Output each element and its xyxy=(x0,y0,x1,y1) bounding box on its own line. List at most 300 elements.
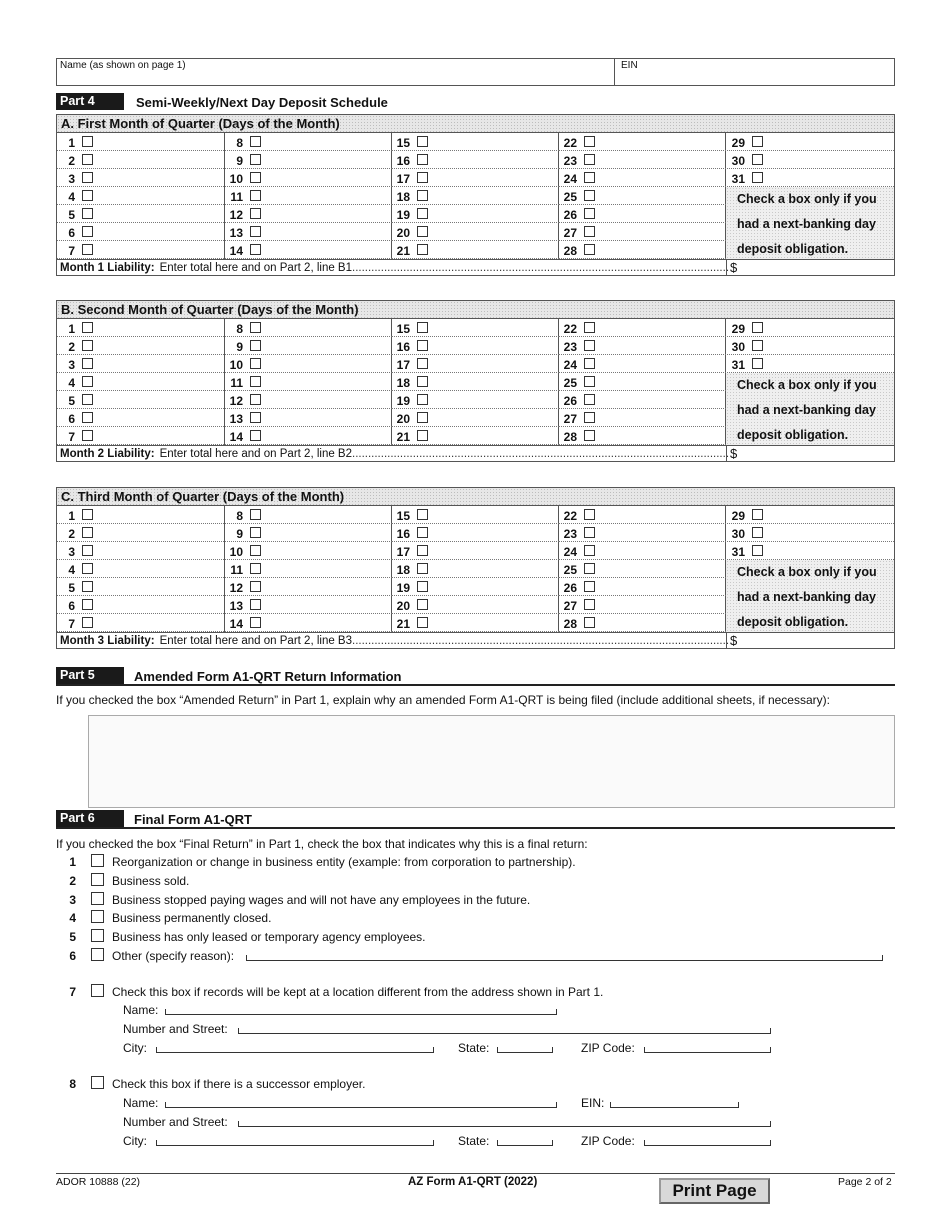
day-number: 13 xyxy=(229,226,243,240)
day-number: 7 xyxy=(68,244,75,258)
day-cell xyxy=(57,337,224,355)
leader-dots: ...................................................................................................................... xyxy=(352,635,730,647)
day-number: 20 xyxy=(396,599,410,613)
day-number: 27 xyxy=(563,226,577,240)
day-number: 24 xyxy=(563,172,577,186)
day-cell xyxy=(57,524,224,542)
day-checkbox[interactable] xyxy=(250,599,261,610)
day-number: 19 xyxy=(396,581,410,595)
day-cell xyxy=(559,241,726,259)
day-cell xyxy=(392,614,559,632)
day-number: 8 xyxy=(236,136,243,150)
day-number: 21 xyxy=(396,617,410,631)
day-cell xyxy=(225,223,392,241)
day-cell xyxy=(727,506,894,524)
day-number: 24 xyxy=(563,358,577,372)
part6-title: Final Form A1-QRT xyxy=(134,812,252,827)
day-checkbox[interactable] xyxy=(250,244,261,255)
final-reason-checkbox-6[interactable] xyxy=(91,948,104,961)
day-number: 1 xyxy=(68,322,75,336)
day-checkbox[interactable] xyxy=(417,509,428,520)
successor-city-input[interactable] xyxy=(156,1140,434,1146)
day-checkbox[interactable] xyxy=(417,412,428,423)
day-checkbox[interactable] xyxy=(82,322,93,333)
day-checkbox[interactable] xyxy=(417,244,428,255)
day-number: 7 xyxy=(68,430,75,444)
day-checkbox[interactable] xyxy=(250,208,261,219)
day-cell xyxy=(57,205,224,223)
next-banking-day-note xyxy=(726,373,894,445)
day-checkbox[interactable] xyxy=(417,376,428,387)
successor-street-label: Number and Street: xyxy=(123,1115,228,1129)
day-number: 10 xyxy=(229,545,243,559)
day-checkbox[interactable] xyxy=(752,136,763,147)
day-cell xyxy=(225,524,392,542)
day-number: 19 xyxy=(396,208,410,222)
day-number: 29 xyxy=(731,322,745,336)
day-number: 31 xyxy=(731,172,745,186)
day-number: 4 xyxy=(68,376,75,390)
day-number: 14 xyxy=(229,244,243,258)
day-cell xyxy=(392,355,559,373)
note-line: had a next-banking day xyxy=(737,590,876,604)
item-text: Other (specify reason): xyxy=(112,949,235,963)
day-checkbox[interactable] xyxy=(584,322,595,333)
day-checkbox[interactable] xyxy=(250,412,261,423)
day-checkbox[interactable] xyxy=(584,244,595,255)
item-number: 6 xyxy=(69,949,76,963)
header-fields xyxy=(56,58,895,86)
day-cell xyxy=(225,241,392,259)
day-checkbox[interactable] xyxy=(250,376,261,387)
day-cell xyxy=(559,169,726,187)
day-cell xyxy=(225,614,392,632)
day-number: 2 xyxy=(68,527,75,541)
day-cell xyxy=(392,337,559,355)
part6-instruction: If you checked the box “Final Return” in Part 1, check the box that indicates why this is a final return: xyxy=(56,837,588,851)
day-number: 8 xyxy=(236,322,243,336)
day-number: 12 xyxy=(229,394,243,408)
item-text: Reorganization or change in business entity (example: from corporation to partnership). xyxy=(112,855,576,869)
records-state-label: State: xyxy=(458,1041,490,1055)
part4-label: Part 4 xyxy=(56,93,124,110)
records-city-input[interactable] xyxy=(156,1047,434,1053)
note-line: Check a box only if you xyxy=(737,378,877,392)
day-cell xyxy=(559,391,726,409)
successor-street-input[interactable] xyxy=(238,1121,771,1127)
day-cell xyxy=(559,560,726,578)
day-number: 3 xyxy=(68,358,75,372)
day-checkbox[interactable] xyxy=(82,358,93,369)
day-checkbox[interactable] xyxy=(250,545,261,556)
part4-title: Semi-Weekly/Next Day Deposit Schedule xyxy=(136,95,388,110)
month-section-a xyxy=(56,114,895,276)
day-number: 29 xyxy=(731,136,745,150)
day-cell xyxy=(57,578,224,596)
day-checkbox[interactable] xyxy=(82,617,93,628)
day-checkbox[interactable] xyxy=(417,172,428,183)
day-number: 27 xyxy=(563,412,577,426)
month-section-c xyxy=(56,487,895,649)
day-number: 30 xyxy=(731,527,745,541)
day-cell xyxy=(559,614,726,632)
day-number: 23 xyxy=(563,527,577,541)
day-cell xyxy=(57,319,224,337)
day-number: 18 xyxy=(396,376,410,390)
day-cell xyxy=(225,355,392,373)
day-cell xyxy=(392,578,559,596)
day-checkbox[interactable] xyxy=(417,190,428,201)
day-checkbox[interactable] xyxy=(250,563,261,574)
day-cell xyxy=(559,427,726,445)
day-cell xyxy=(57,560,224,578)
day-number: 27 xyxy=(563,599,577,613)
day-number: 11 xyxy=(230,563,243,577)
day-checkbox[interactable] xyxy=(752,154,763,165)
final-reason-checkbox-3[interactable] xyxy=(91,892,104,905)
month-a-grid xyxy=(56,132,895,276)
day-checkbox[interactable] xyxy=(417,617,428,628)
day-cell xyxy=(392,524,559,542)
records-street-label: Number and Street: xyxy=(123,1022,228,1036)
day-checkbox[interactable] xyxy=(417,545,428,556)
day-checkbox[interactable] xyxy=(752,340,763,351)
day-number: 15 xyxy=(396,509,410,523)
day-number: 17 xyxy=(396,358,410,372)
day-cell xyxy=(225,560,392,578)
day-checkbox[interactable] xyxy=(82,226,93,237)
day-number: 19 xyxy=(396,394,410,408)
day-number: 23 xyxy=(563,340,577,354)
day-cell xyxy=(559,205,726,223)
day-checkbox[interactable] xyxy=(417,581,428,592)
day-number: 12 xyxy=(229,581,243,595)
month-liability-amount-input[interactable] xyxy=(726,633,894,649)
day-cell xyxy=(57,133,224,151)
day-checkbox[interactable] xyxy=(584,340,595,351)
day-cell xyxy=(392,151,559,169)
successor-city-label: City: xyxy=(123,1134,147,1148)
day-number: 23 xyxy=(563,154,577,168)
day-cell xyxy=(225,169,392,187)
day-number: 28 xyxy=(563,430,577,444)
footer-rule xyxy=(56,1173,895,1174)
note-line: had a next-banking day xyxy=(737,217,876,231)
note-line: had a next-banking day xyxy=(737,403,876,417)
form-code: ADOR 10888 (22) xyxy=(56,1176,141,1188)
day-checkbox[interactable] xyxy=(584,226,595,237)
day-checkbox[interactable] xyxy=(417,208,428,219)
day-number: 11 xyxy=(230,376,243,390)
day-cell xyxy=(57,542,224,560)
day-checkbox[interactable] xyxy=(250,527,261,538)
day-cell xyxy=(559,337,726,355)
successor-employer-checkbox[interactable] xyxy=(91,1076,104,1089)
month-liability-amount-input[interactable] xyxy=(726,446,894,462)
successor-zip-input[interactable] xyxy=(644,1140,771,1146)
day-checkbox[interactable] xyxy=(82,208,93,219)
day-checkbox[interactable] xyxy=(250,340,261,351)
day-checkbox[interactable] xyxy=(584,509,595,520)
month-liability-row xyxy=(57,259,894,276)
print-page-button[interactable]: Print Page xyxy=(659,1178,770,1204)
day-cell xyxy=(57,596,224,614)
day-number: 4 xyxy=(68,190,75,204)
day-number: 24 xyxy=(563,545,577,559)
day-checkbox[interactable] xyxy=(417,430,428,441)
day-number: 22 xyxy=(563,322,577,336)
day-checkbox[interactable] xyxy=(250,430,261,441)
day-checkbox[interactable] xyxy=(584,394,595,405)
day-cell xyxy=(225,205,392,223)
day-checkbox[interactable] xyxy=(250,322,261,333)
day-checkbox[interactable] xyxy=(584,172,595,183)
dollar-sign: $ xyxy=(730,260,738,275)
day-number: 31 xyxy=(731,358,745,372)
day-number: 18 xyxy=(396,563,410,577)
part5-rule xyxy=(56,684,895,686)
day-cell xyxy=(559,187,726,205)
dollar-sign: $ xyxy=(730,633,738,648)
day-checkbox[interactable] xyxy=(250,581,261,592)
day-cell xyxy=(57,241,224,259)
day-cell xyxy=(392,133,559,151)
records-zip-input[interactable] xyxy=(644,1047,771,1053)
day-checkbox[interactable] xyxy=(82,430,93,441)
successor-ein-label: EIN: xyxy=(581,1096,605,1110)
day-number: 15 xyxy=(396,136,410,150)
day-checkbox[interactable] xyxy=(82,172,93,183)
day-cell xyxy=(225,409,392,427)
part5-instruction: If you checked the box “Amended Return” in Part 1, explain why an amended Form A1-QRT is being filed (include additional sheets, if necessary): xyxy=(56,693,830,707)
day-checkbox[interactable] xyxy=(417,599,428,610)
day-number: 30 xyxy=(731,340,745,354)
day-number: 14 xyxy=(229,617,243,631)
day-cell xyxy=(57,151,224,169)
day-cell xyxy=(225,596,392,614)
day-checkbox[interactable] xyxy=(82,581,93,592)
day-checkbox[interactable] xyxy=(250,394,261,405)
day-number: 17 xyxy=(396,545,410,559)
day-cell xyxy=(57,409,224,427)
day-cell xyxy=(392,409,559,427)
day-cell xyxy=(559,578,726,596)
day-number: 28 xyxy=(563,617,577,631)
day-number: 26 xyxy=(563,208,577,222)
dollar-sign: $ xyxy=(730,446,738,461)
day-checkbox[interactable] xyxy=(584,208,595,219)
day-number: 16 xyxy=(396,527,410,541)
day-number: 3 xyxy=(68,172,75,186)
day-cell xyxy=(225,506,392,524)
day-checkbox[interactable] xyxy=(417,563,428,574)
amended-explanation-textarea[interactable] xyxy=(88,715,895,808)
day-checkbox[interactable] xyxy=(584,376,595,387)
liability-label: Month 2 Liability: xyxy=(60,448,155,460)
day-checkbox[interactable] xyxy=(584,358,595,369)
note-line: deposit obligation. xyxy=(737,615,849,629)
successor-zip-label: ZIP Code: xyxy=(581,1134,635,1148)
successor-ein-input[interactable] xyxy=(610,1102,739,1108)
day-checkbox[interactable] xyxy=(752,527,763,538)
day-checkbox[interactable] xyxy=(82,394,93,405)
day-checkbox[interactable] xyxy=(417,394,428,405)
item-number: 2 xyxy=(69,874,76,888)
day-number: 5 xyxy=(68,208,75,222)
day-checkbox[interactable] xyxy=(82,509,93,520)
day-checkbox[interactable] xyxy=(584,430,595,441)
day-checkbox[interactable] xyxy=(82,599,93,610)
note-line: deposit obligation. xyxy=(737,428,849,442)
day-number: 2 xyxy=(68,154,75,168)
day-number: 11 xyxy=(230,190,243,204)
day-checkbox[interactable] xyxy=(417,340,428,351)
day-checkbox[interactable] xyxy=(417,358,428,369)
day-checkbox[interactable] xyxy=(417,322,428,333)
day-cell xyxy=(225,319,392,337)
day-number: 26 xyxy=(563,581,577,595)
day-cell xyxy=(392,187,559,205)
name-label: Name (as shown on page 1) xyxy=(60,60,186,71)
day-number: 9 xyxy=(236,340,243,354)
month-c-heading: C. Third Month of Quarter (Days of the Month) xyxy=(56,487,895,505)
day-checkbox[interactable] xyxy=(250,136,261,147)
item-text: Business permanently closed. xyxy=(112,911,272,925)
day-checkbox[interactable] xyxy=(250,172,261,183)
day-checkbox[interactable] xyxy=(82,340,93,351)
day-number: 5 xyxy=(68,394,75,408)
final-reason-checkbox-2[interactable] xyxy=(91,873,104,886)
day-checkbox[interactable] xyxy=(584,599,595,610)
successor-name-input[interactable] xyxy=(165,1102,557,1108)
day-checkbox[interactable] xyxy=(584,136,595,147)
day-cell xyxy=(225,391,392,409)
day-cell xyxy=(57,169,224,187)
day-number: 9 xyxy=(236,527,243,541)
day-checkbox[interactable] xyxy=(82,136,93,147)
next-banking-day-note xyxy=(726,187,894,259)
other-reason-input[interactable] xyxy=(246,955,883,961)
day-checkbox[interactable] xyxy=(752,358,763,369)
day-checkbox[interactable] xyxy=(82,190,93,201)
day-checkbox[interactable] xyxy=(250,154,261,165)
day-checkbox[interactable] xyxy=(82,154,93,165)
day-checkbox[interactable] xyxy=(584,563,595,574)
day-checkbox[interactable] xyxy=(584,527,595,538)
day-number: 9 xyxy=(236,154,243,168)
day-checkbox[interactable] xyxy=(250,358,261,369)
successor-state-label: State: xyxy=(458,1134,490,1148)
day-cell xyxy=(392,373,559,391)
day-number: 22 xyxy=(563,136,577,150)
day-number: 6 xyxy=(68,599,75,613)
leader-dots: ...................................................................................................................... xyxy=(352,448,730,460)
day-checkbox[interactable] xyxy=(584,154,595,165)
day-cell xyxy=(392,241,559,259)
day-checkbox[interactable] xyxy=(752,545,763,556)
day-cell xyxy=(57,427,224,445)
day-cell xyxy=(727,319,894,337)
day-number: 5 xyxy=(68,581,75,595)
day-number: 30 xyxy=(731,154,745,168)
day-checkbox[interactable] xyxy=(584,617,595,628)
day-checkbox[interactable] xyxy=(82,545,93,556)
day-number: 13 xyxy=(229,412,243,426)
day-checkbox[interactable] xyxy=(82,527,93,538)
day-checkbox[interactable] xyxy=(82,563,93,574)
leader-dots: ...................................................................................................................... xyxy=(352,262,730,274)
day-cell xyxy=(559,133,726,151)
month-liability-amount-input[interactable] xyxy=(726,260,894,276)
day-cell xyxy=(392,205,559,223)
day-checkbox[interactable] xyxy=(584,545,595,556)
day-number: 21 xyxy=(396,244,410,258)
page-number: Page 2 of 2 xyxy=(838,1176,892,1188)
day-checkbox[interactable] xyxy=(584,190,595,201)
day-cell xyxy=(225,187,392,205)
day-number: 6 xyxy=(68,412,75,426)
day-checkbox[interactable] xyxy=(417,527,428,538)
final-reason-checkbox-4[interactable] xyxy=(91,910,104,923)
day-checkbox[interactable] xyxy=(752,322,763,333)
day-checkbox[interactable] xyxy=(250,509,261,520)
item-number: 8 xyxy=(69,1077,76,1091)
day-cell xyxy=(559,524,726,542)
liability-instruction: Enter total here and on Part 2, line B2 xyxy=(159,448,352,460)
day-cell xyxy=(57,506,224,524)
day-checkbox[interactable] xyxy=(417,226,428,237)
day-checkbox[interactable] xyxy=(250,190,261,201)
ein-field[interactable] xyxy=(617,59,894,85)
name-field[interactable] xyxy=(57,59,615,85)
day-cell xyxy=(392,427,559,445)
day-checkbox[interactable] xyxy=(250,226,261,237)
records-street-input[interactable] xyxy=(238,1028,771,1034)
records-name-input[interactable] xyxy=(165,1009,557,1015)
day-cell xyxy=(727,133,894,151)
day-number: 25 xyxy=(563,376,577,390)
next-banking-day-note xyxy=(726,560,894,632)
day-checkbox[interactable] xyxy=(752,509,763,520)
day-checkbox[interactable] xyxy=(752,172,763,183)
records-state-input[interactable] xyxy=(497,1047,553,1053)
day-cell xyxy=(392,223,559,241)
day-cell xyxy=(727,151,894,169)
item-number: 4 xyxy=(69,911,76,925)
day-checkbox[interactable] xyxy=(584,412,595,423)
day-checkbox[interactable] xyxy=(417,136,428,147)
day-number: 25 xyxy=(563,563,577,577)
day-number: 25 xyxy=(563,190,577,204)
day-checkbox[interactable] xyxy=(417,154,428,165)
day-number: 6 xyxy=(68,226,75,240)
day-cell xyxy=(225,578,392,596)
final-reason-checkbox-5[interactable] xyxy=(91,929,104,942)
records-location-checkbox[interactable] xyxy=(91,984,104,997)
day-checkbox[interactable] xyxy=(250,617,261,628)
item-text: Check this box if records will be kept at a location different from the address shown in Part 1. xyxy=(112,985,604,999)
part5-label: Part 5 xyxy=(56,667,124,684)
ein-label: EIN xyxy=(621,60,638,71)
day-checkbox[interactable] xyxy=(82,244,93,255)
item-text: Check this box if there is a successor employer. xyxy=(112,1077,366,1091)
item-text: Business has only leased or temporary agency employees. xyxy=(112,930,426,944)
day-checkbox[interactable] xyxy=(584,581,595,592)
final-reason-checkbox-1[interactable] xyxy=(91,854,104,867)
day-checkbox[interactable] xyxy=(82,412,93,423)
day-checkbox[interactable] xyxy=(82,376,93,387)
successor-state-input[interactable] xyxy=(497,1140,553,1146)
